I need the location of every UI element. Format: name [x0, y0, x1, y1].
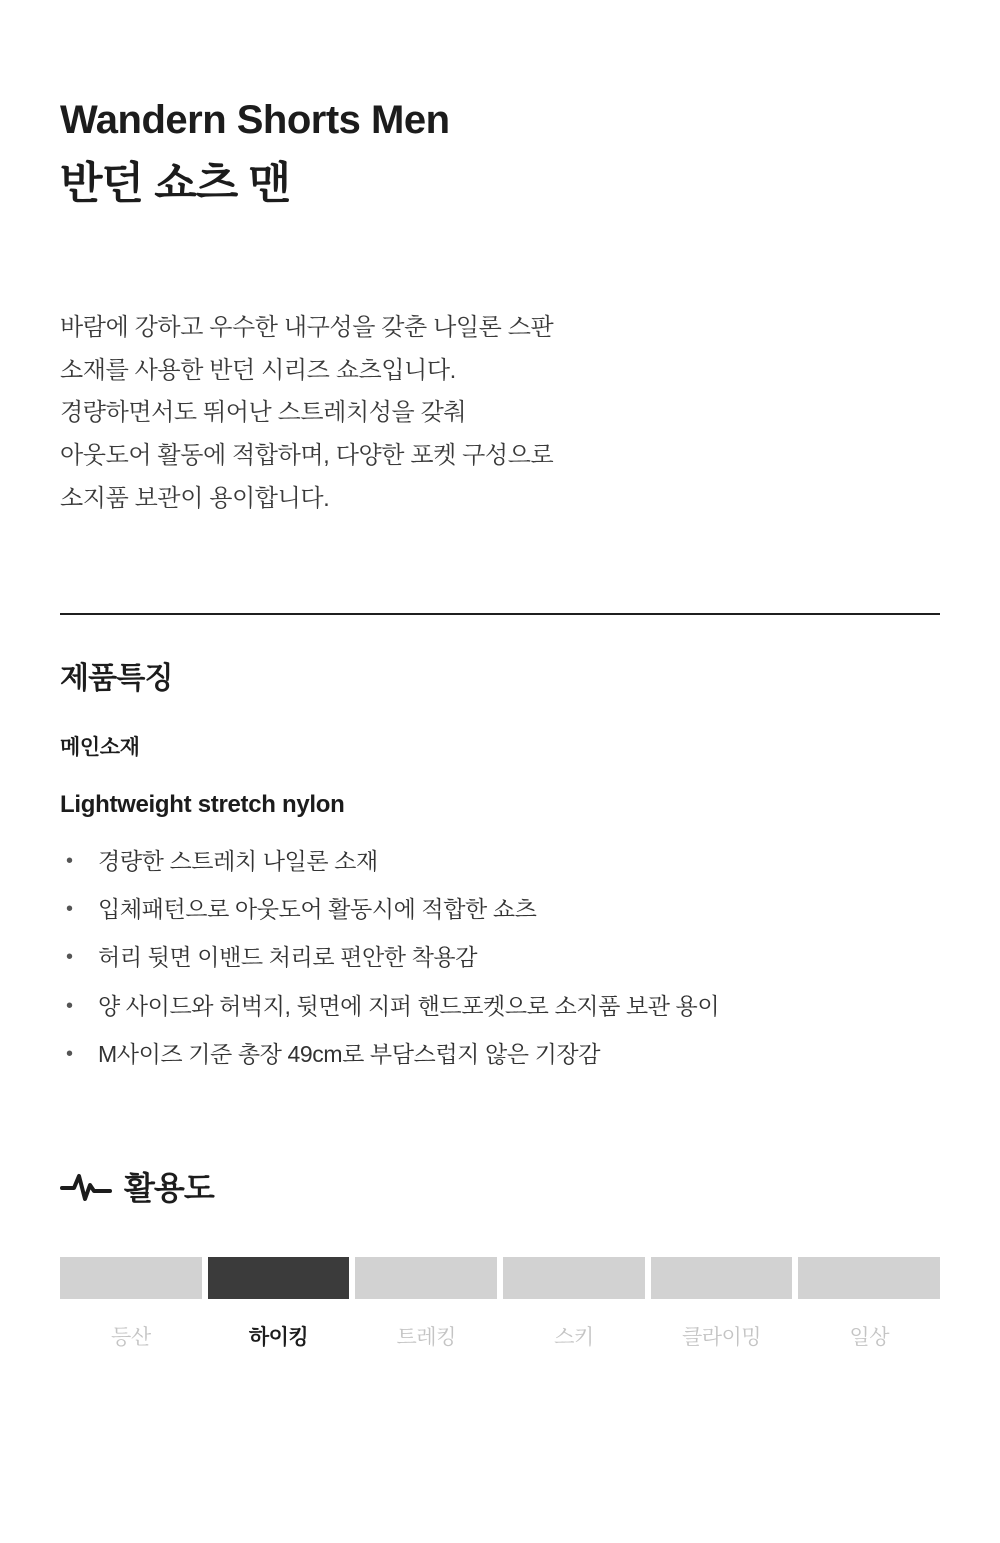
usage-label: 일상	[849, 1326, 889, 1350]
list-item	[60, 893, 940, 926]
usage-header	[60, 1163, 940, 1209]
usage-bar	[208, 1257, 350, 1299]
pulse-icon	[60, 1171, 112, 1201]
list-item	[60, 941, 940, 974]
product-title-en: Wandern Shorts Men	[60, 98, 450, 142]
usage-label: 등산	[111, 1326, 151, 1350]
usage-bar	[355, 1257, 497, 1299]
intro-line: 아웃도어 활동에 적합하며, 다양한 포켓 구성으로	[60, 442, 554, 470]
list-item-label: 입체패턴으로 아웃도어 활동시에 적합한 쇼츠	[98, 895, 537, 922]
intro-line: 소지품 보관이 용이합니다.	[60, 484, 330, 512]
bullet-dot: •	[66, 946, 73, 969]
usage-bar-chart	[60, 1257, 940, 1351]
usage-label: 트레킹	[396, 1326, 456, 1350]
list-item	[60, 990, 940, 1023]
list-item-label: 허리 뒷면 이밴드 처리로 편안한 착용감	[98, 944, 478, 971]
usage-label: 스키	[554, 1326, 594, 1350]
usage-section	[60, 1163, 940, 1351]
usage-item-2	[355, 1257, 497, 1351]
usage-bar	[651, 1257, 793, 1299]
usage-item-0	[60, 1257, 202, 1351]
usage-label: 하이킹	[248, 1326, 309, 1350]
usage-bar	[503, 1257, 645, 1299]
section-divider	[60, 613, 940, 615]
usage-label: 클라이밍	[681, 1326, 762, 1350]
product-title-ko: 반던 쇼츠 맨	[60, 159, 290, 208]
features-section	[60, 653, 940, 1072]
usage-bar	[60, 1257, 202, 1299]
title-block	[60, 0, 940, 211]
usage-item-4	[651, 1257, 793, 1351]
bullet-dot: •	[66, 994, 73, 1017]
usage-bar	[798, 1257, 940, 1299]
features-section-title: 제품특징	[60, 661, 173, 695]
bullet-dot: •	[66, 897, 73, 920]
bullet-dot: •	[66, 1042, 73, 1065]
list-item-label: 경량한 스트레치 나일론 소재	[98, 847, 378, 874]
product-intro	[60, 307, 940, 521]
usage-item-3	[503, 1257, 645, 1351]
list-item-label: 양 사이드와 허벅지, 뒷면에 지퍼 핸드포켓으로 소지품 보관 용이	[98, 992, 720, 1019]
material-sub-label: 메인소재	[60, 735, 140, 759]
material-name: Lightweight stretch nylon	[60, 790, 345, 818]
list-item-label: M사이즈 기준 총장 49cm로 부담스럽지 않은 기장감	[98, 1040, 601, 1067]
usage-item-1	[208, 1257, 350, 1351]
list-item	[60, 845, 940, 878]
intro-line: 경량하면서도 뛰어난 스트레치성을 갖춰	[60, 399, 467, 427]
usage-item-5	[798, 1257, 940, 1351]
bullet-dot: •	[66, 849, 73, 872]
intro-line: 바람에 강하고 우수한 내구성을 갖춘 나일론 스판	[60, 314, 554, 341]
intro-line: 소재를 사용한 반던 시리즈 쇼츠입니다.	[60, 356, 456, 384]
list-item	[60, 1038, 940, 1071]
feature-list	[60, 845, 940, 1072]
usage-title: 활용도	[124, 1170, 214, 1207]
